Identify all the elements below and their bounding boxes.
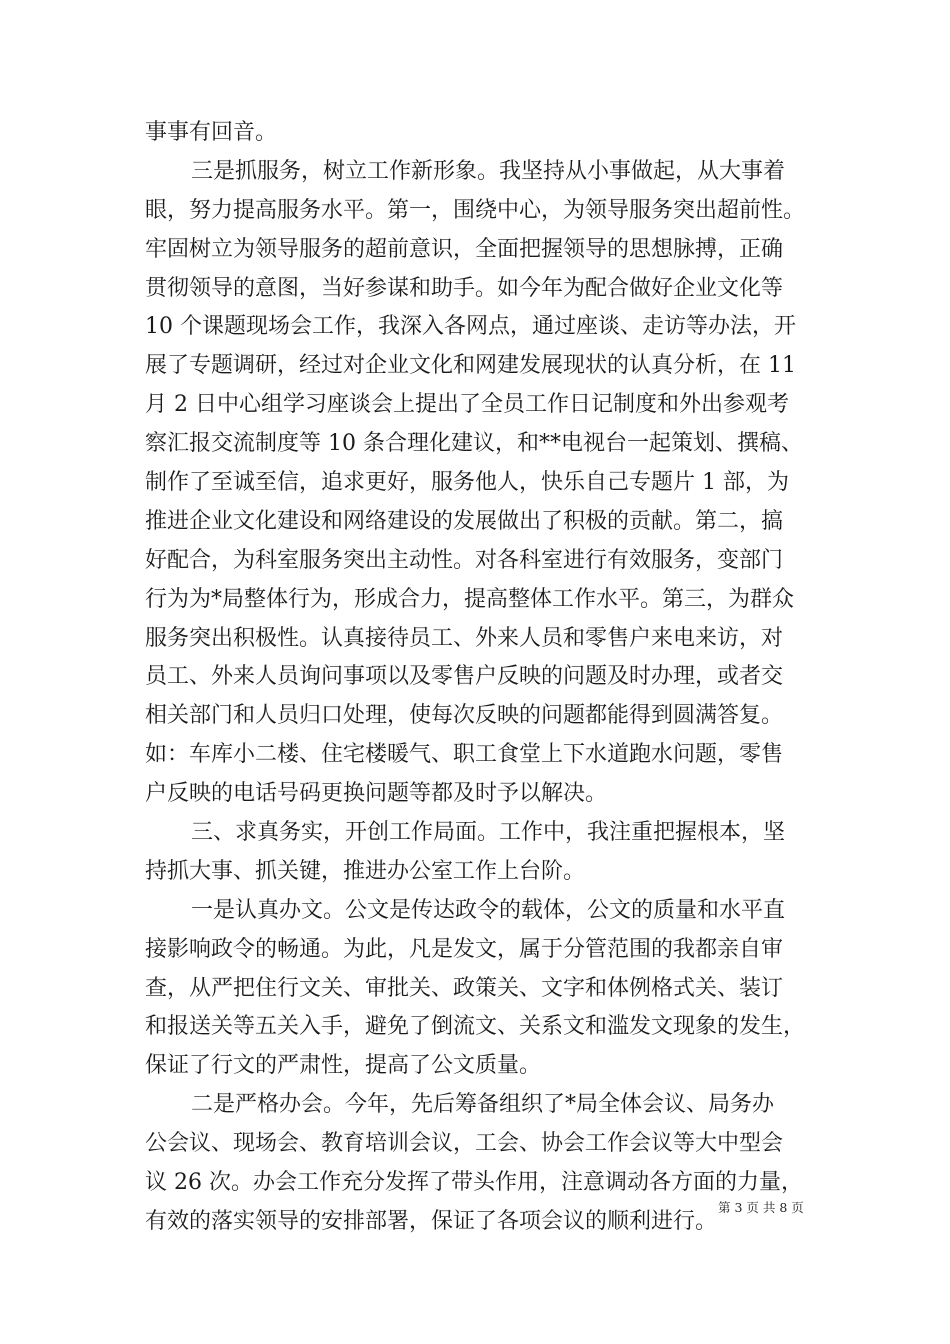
text-line: 保证了行文的严肃性，提高了公文质量。 xyxy=(145,1053,542,1079)
text-line: 如：车库小二楼、住宅楼暖气、职工食堂上下水道跑水问题，零售 xyxy=(145,742,784,768)
text-line: 查，从严把住行文关、审批关、政策关、文字和体例格式关、装订 xyxy=(145,975,784,1001)
text-line: 三是抓服务，树立工作新形象。我坚持从小事做起，从大事着 xyxy=(191,158,786,184)
text-line: 服务突出积极性。认真接待员工、外来人员和零售户来电来访，对 xyxy=(145,625,784,651)
page-number-footer: 第 3 页 共 8 页 xyxy=(718,1200,804,1215)
text-line: 一是认真办文。公文是传达政令的载体，公文的质量和水平直 xyxy=(191,897,786,923)
text-line: 贯彻领导的意图，当好参谋和助手。如今年为配合做好企业文化等 xyxy=(145,275,784,301)
document-body xyxy=(145,114,815,1242)
text-line: 有效的落实领导的安排部署，保证了各项会议的顺利进行。 xyxy=(145,1208,718,1234)
text-line: 行为为*局整体行为，形成合力，提高整体工作水平。第三，为群众 xyxy=(145,586,795,612)
text-line: 二是严格办会。今年，先后筹备组织了*局全体会议、局务办 xyxy=(191,1092,775,1118)
text-line: 户反映的电话号码更换问题等都及时予以解决。 xyxy=(145,781,608,807)
text-line: 议 26 次。办会工作充分发挥了带头作用，注意调动各方面的力量， xyxy=(145,1170,803,1196)
text-line: 10 个课题现场会工作，我深入各网点，通过座谈、走访等办法，开 xyxy=(145,314,796,340)
text-line: 员工、外来人员询问事项以及零售户反映的问题及时办理，或者交 xyxy=(145,664,784,690)
text-line: 察汇报交流制度等 10 条合理化建议，和**电视台一起策划、撰稿、 xyxy=(145,431,803,457)
text-line: 接影响政令的畅通。为此，凡是发文，属于分管范围的我都亲自审 xyxy=(145,936,784,962)
text-line: 眼，努力提高服务水平。第一，围绕中心，为领导服务突出超前性。 xyxy=(145,197,806,223)
text-line: 和报送关等五关入手，避免了倒流文、关系文和滥发文现象的发生， xyxy=(145,1014,806,1040)
text-line: 三、求真务实，开创工作局面。工作中，我注重把握根本，坚 xyxy=(191,820,786,846)
text-line: 制作了至诚至信，追求更好，服务他人，快乐自己专题片 1 部，为 xyxy=(145,470,789,496)
text-line: 推进企业文化建设和网络建设的发展做出了积极的贡献。第二，搞 xyxy=(145,508,784,534)
text-line: 月 2 日中心组学习座谈会上提出了全员工作日记制度和外出参观考 xyxy=(145,392,789,418)
text-line: 好配合，为科室服务突出主动性。对各科室进行有效服务，变部门 xyxy=(145,547,784,573)
text-line: 持抓大事、抓关键，推进办公室工作上台阶。 xyxy=(145,858,586,884)
text-line: 事事有回音。 xyxy=(145,120,278,145)
text-line: 公会议、现场会、教育培训会议，工会、协会工作会议等大中型会 xyxy=(145,1131,784,1157)
text-line: 牢固树立为领导服务的超前意识，全面把握领导的思想脉搏，正确 xyxy=(145,236,784,262)
text-line: 展了专题调研，经过对企业文化和网建发展现状的认真分析，在 11 xyxy=(145,353,796,379)
text-line: 相关部门和人员归口处理，使每次反映的问题都能得到圆满答复。 xyxy=(145,703,784,729)
